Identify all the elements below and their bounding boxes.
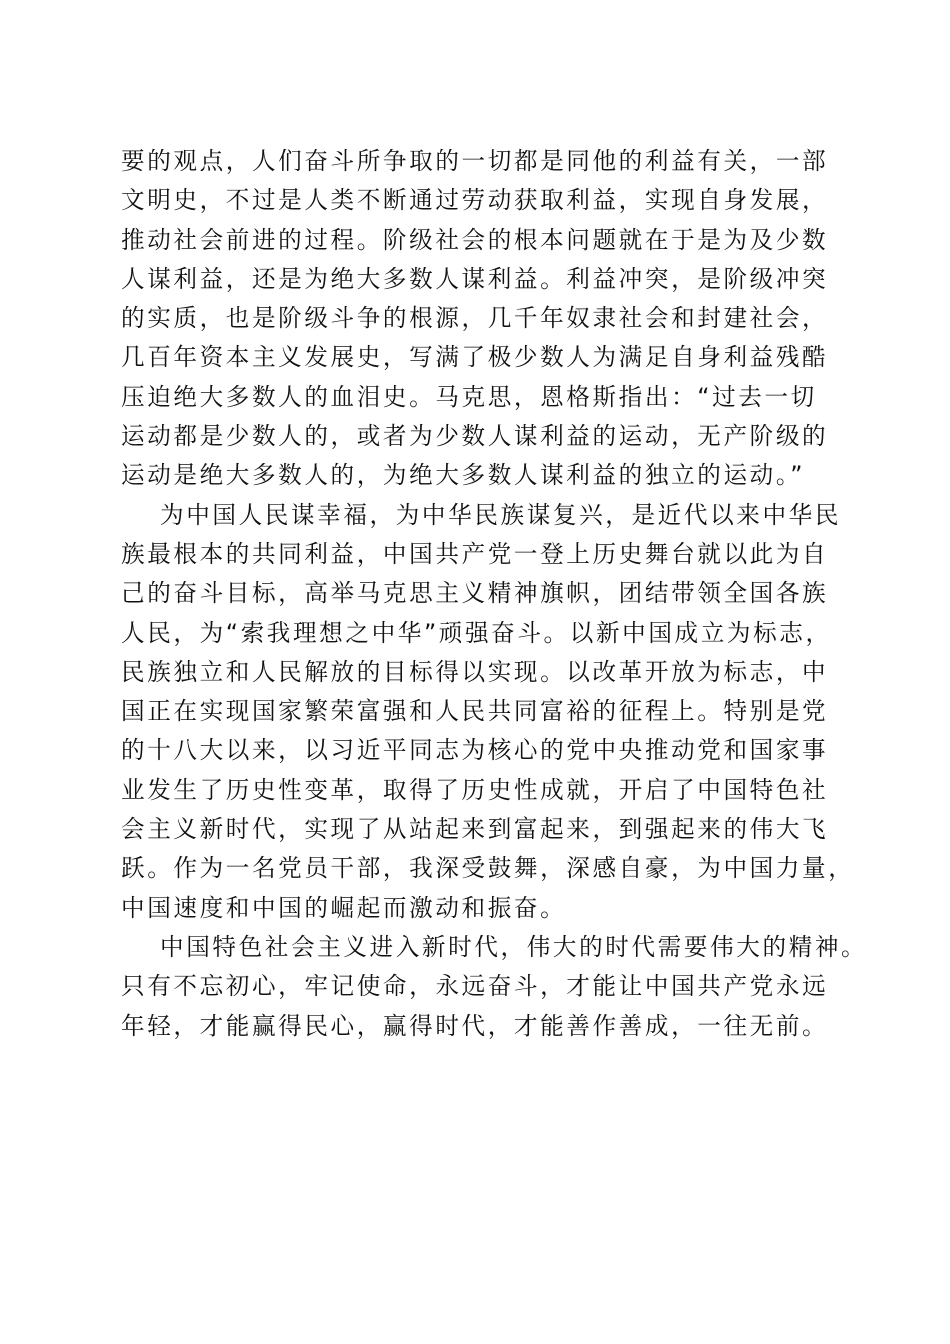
text-line: 文明史，不过是人类不断通过劳动获取利益，实现自身发展，	[121, 186, 829, 215]
text-line: 中国特色社会主义进入新时代，伟大的时代需要伟大的精神。	[160, 932, 868, 961]
text-line: 民族独立和人民解放的目标得以实现。以改革开放为标志，中	[121, 657, 829, 686]
text-line: 为中国人民谋幸福，为中华民族谋复兴，是近代以来中华民	[160, 500, 842, 529]
text-line: 只有不忘初心，牢记使命，永远奋斗，才能让中国共产党永远	[121, 972, 829, 1001]
text-line: 推动社会前进的过程。阶级社会的根本问题就在于是为及少数	[121, 225, 829, 254]
text-line: 己的奋斗目标，高举马克思主义精神旗帜，团结带领全国各族	[121, 579, 829, 608]
text-line: 人谋利益，还是为绝大多数人谋利益。利益冲突，是阶级冲突	[121, 264, 829, 293]
paragraph-2	[121, 496, 855, 928]
text-line: 中国速度和中国的崛起而激动和振奋。	[121, 893, 567, 922]
paragraph-3	[121, 928, 868, 1046]
text-line: 运动都是少数人的，或者为少数人谋利益的运动，无产阶级的	[121, 422, 829, 451]
text-line: 压迫绝大多数人的血泪史。马克思，恩格斯指出：“过去一切	[121, 382, 817, 411]
text-line: 族最根本的共同利益，中国共产党一登上历史舞台就以此为自	[121, 539, 829, 568]
text-line: 人民，为“索我理想之中华”顽强奋斗。以新中国成立为标志，	[121, 618, 832, 647]
text-line: 的实质，也是阶级斗争的根源，几千年奴隶社会和封建社会，	[121, 304, 829, 333]
text-line: 几百年资本主义发展史，写满了极少数人为满足自身利益残酷	[121, 343, 829, 372]
text-line: 要的观点，人们奋斗所争取的一切都是同他的利益有关，一部	[121, 147, 829, 175]
text-line: 跃。作为一名党员干部，我深受鼓舞，深感自豪，为中国力量，	[121, 854, 855, 883]
text-line: 业发生了历史性变革，取得了历史性成就，开启了中国特色社	[121, 775, 829, 804]
paragraph-1	[121, 142, 841, 496]
text-line: 运动是绝大多数人的，为绝大多数人谋利益的独立的运动。”	[121, 461, 806, 490]
text-line: 的十八大以来，以习近平同志为核心的党中央推动党和国家事	[121, 736, 829, 765]
text-line: 年轻，才能赢得民心，赢得时代，才能善作善成，一往无前。	[121, 1011, 829, 1040]
text-line: 会主义新时代，实现了从站起来到富起来，到强起来的伟大飞	[121, 815, 829, 844]
body-text	[121, 142, 868, 1046]
text-line: 国正在实现国家繁荣富强和人民共同富裕的征程上。特别是党	[121, 697, 829, 726]
